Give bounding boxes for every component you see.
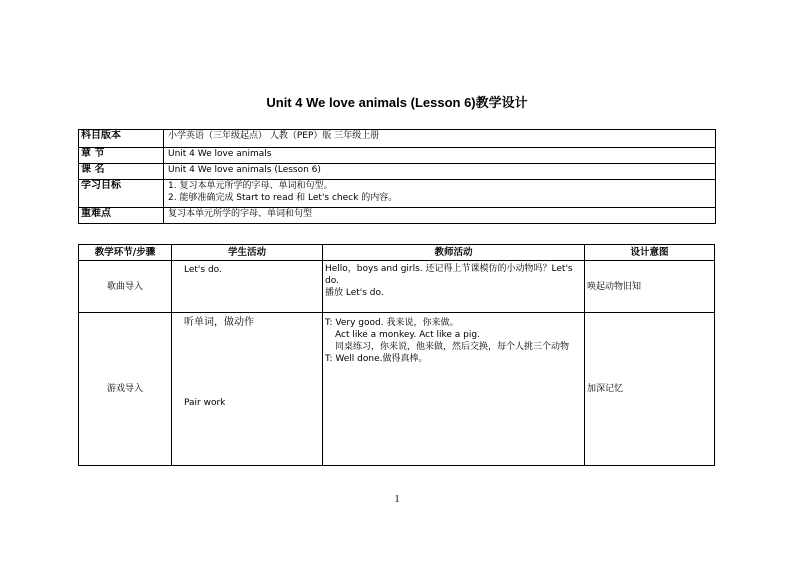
teacher-line: Hello，boys and girls. 还记得上节课模仿的小动物吗？Let's do. [325, 264, 573, 286]
stage-cell: 歌曲导入 [79, 261, 172, 313]
student-line: Let's do. [184, 265, 222, 275]
teacher-activity-cell [323, 313, 585, 466]
design-intent-cell: 加深记忆 [585, 313, 715, 466]
teacher-activity-cell [323, 261, 585, 313]
subject-label: 科目版本 [79, 130, 164, 148]
document-title: Unit 4 We love animals (Lesson 6)教学设计 [266, 95, 528, 110]
lesson-plan-table [78, 244, 715, 466]
chapter-label: 章 节 [79, 148, 164, 164]
teacher-line: 同桌练习，你来说，他来做，然后交换，每个人挑三个动物 [335, 342, 570, 352]
teacher-line: T: Very good. 我来说，你来做。 [325, 318, 459, 328]
goals-row [79, 180, 716, 208]
student-activity-cell [172, 261, 323, 313]
subject-row [79, 130, 716, 148]
goals-value [164, 180, 716, 208]
goals-label: 学习目标 [79, 180, 164, 208]
table-row [79, 313, 715, 466]
page-number: 1 [394, 494, 400, 505]
subject-value: 小学英语（三年级起点） 人教（PEP）版 三年级上册 [164, 130, 716, 148]
teacher-line: 播放 Let's do. [325, 288, 384, 298]
lesson-value: Unit 4 We love animals (Lesson 6) [164, 164, 716, 180]
chapter-row [79, 148, 716, 164]
header-teacher-activity: 教师活动 [323, 245, 585, 261]
teacher-line: Act like a monkey. Act like a pig. [335, 330, 480, 340]
lesson-row [79, 164, 716, 180]
header-stage: 教学环节/步骤 [79, 245, 172, 261]
student-activity-cell [172, 313, 323, 466]
key-points-row [79, 208, 716, 224]
header-row [79, 245, 715, 261]
goal-line-1: 1. 复习本单元所学的字母、单词和句型。 [168, 181, 333, 191]
design-intent-cell: 唤起动物旧知 [585, 261, 715, 313]
header-student-activity: 学生活动 [172, 245, 323, 261]
stage-cell: 游戏导入 [79, 313, 172, 466]
course-info-table [78, 129, 716, 224]
header-design-intent: 设计意图 [585, 245, 715, 261]
student-line: 听单词，做动作 [184, 317, 254, 328]
key-points-label: 重难点 [79, 208, 164, 224]
lesson-label: 课 名 [79, 164, 164, 180]
table-row [79, 261, 715, 313]
goal-line-2: 2. 能够准确完成 Start to read 和 Let's check 的内容。 [168, 193, 398, 203]
student-line: Pair work [184, 398, 226, 408]
chapter-value: Unit 4 We love animals [164, 148, 716, 164]
key-points-value: 复习本单元所学的字母、单词和句型 [164, 208, 716, 224]
teacher-line: T: Well done.做得真棒。 [325, 354, 428, 364]
